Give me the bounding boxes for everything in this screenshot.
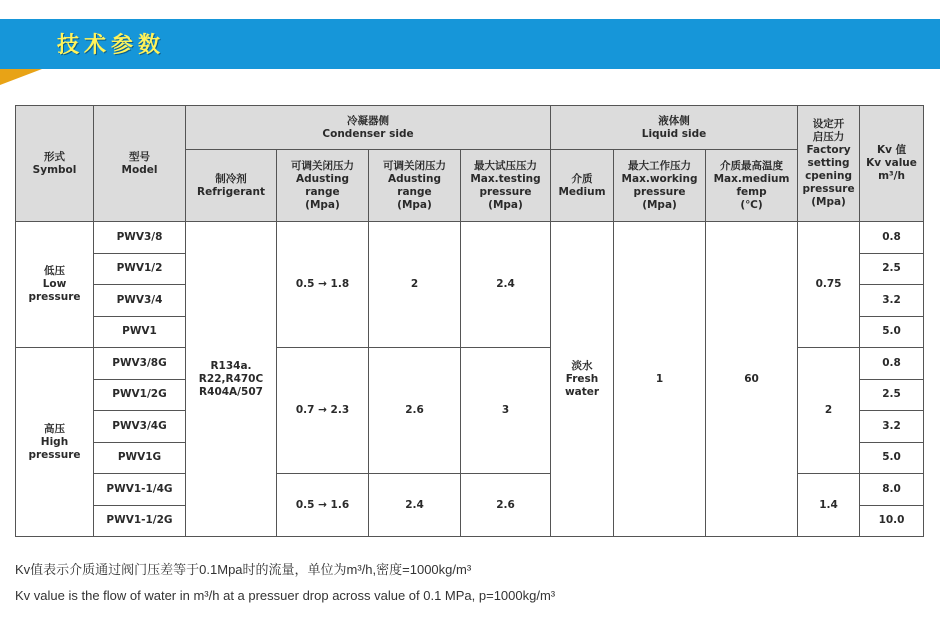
factory-setting-cell: 1.4 [798, 474, 860, 537]
model-cell: PWV1/2G [94, 379, 186, 411]
banner-accent-flag [0, 69, 42, 85]
kv-cell: 0.8 [860, 348, 924, 380]
adjusting-range-b-cell: 2.4 [369, 474, 461, 537]
medium-cell: 淡水 Fresh water [551, 222, 614, 537]
model-cell: PWV1 [94, 316, 186, 348]
header-model: 型号 Model [94, 106, 186, 222]
header-factory-setting: 设定开 启压力 Factory setting cpening pressure (Mpa) [798, 106, 860, 222]
model-cell: PWV1G [94, 442, 186, 474]
factory-setting-cell: 2 [798, 348, 860, 474]
header-condenser-side: 冷凝器侧 Condenser side [186, 106, 551, 150]
kv-cell: 5.0 [860, 442, 924, 474]
spec-table [15, 105, 924, 537]
header-refrigerant: 制冷剂 Refrigerant [186, 150, 277, 222]
header-kv-value: Kv 值 Kv value m³/h [860, 106, 924, 222]
header-max-medium-temp: 介质最高温度 Max.medium femp (℃) [706, 150, 798, 222]
kv-cell: 3.2 [860, 285, 924, 317]
model-cell: PWV3/8 [94, 222, 186, 254]
page-title: 技术参数 [57, 33, 166, 58]
model-cell: PWV3/8G [94, 348, 186, 380]
adjusting-range-a-cell: 0.5 → 1.8 [277, 222, 369, 348]
adjusting-range-a-cell: 0.5 → 1.6 [277, 474, 369, 537]
adjusting-range-b-cell: 2 [369, 222, 461, 348]
max-working-pressure-cell: 1 [614, 222, 706, 537]
max-testing-pressure-cell: 2.6 [461, 474, 551, 537]
header-adjusting-range-b: 可调关闭压力 Adusting range (Mpa) [369, 150, 461, 222]
kv-cell: 5.0 [860, 316, 924, 348]
factory-setting-cell: 0.75 [798, 222, 860, 348]
max-testing-pressure-cell: 2.4 [461, 222, 551, 348]
model-cell: PWV1/2 [94, 253, 186, 285]
max-medium-temp-cell: 60 [706, 222, 798, 537]
kv-cell: 2.5 [860, 253, 924, 285]
header-max-testing-pressure: 最大试压压力 Max.testing pressure (Mpa) [461, 150, 551, 222]
model-cell: PWV3/4G [94, 411, 186, 443]
header-adjusting-range-a: 可调关闭压力 Adusting range (Mpa) [277, 150, 369, 222]
adjusting-range-a-cell: 0.7 → 2.3 [277, 348, 369, 474]
kv-cell: 10.0 [860, 505, 924, 537]
notes [15, 560, 555, 612]
header-medium: 介质 Medium [551, 150, 614, 222]
adjusting-range-b-cell: 2.6 [369, 348, 461, 474]
note-english: Kv value is the flow of water in m³/h at a pressuer drop across value of 0.1 MPa, p=1000kg/m³ [15, 588, 556, 603]
symbol-high-pressure: 高压 High pressure [16, 348, 94, 537]
table-row [16, 222, 924, 254]
model-cell: PWV1-1/2G [94, 505, 186, 537]
model-cell: PWV3/4 [94, 285, 186, 317]
refrigerant-cell: R134a. R22,R470C R404A/507 [186, 222, 277, 537]
kv-cell: 3.2 [860, 411, 924, 443]
kv-cell: 0.8 [860, 222, 924, 254]
kv-cell: 2.5 [860, 379, 924, 411]
model-cell: PWV1-1/4G [94, 474, 186, 506]
note-chinese: Kv值表示介质通过阀门压差等于0.1Mpa时的流量，单位为m³/h,密度=1000kg/m³ [15, 562, 472, 577]
header-max-working-pressure: 最大工作压力 Max.working pressure (Mpa) [614, 150, 706, 222]
symbol-low-pressure: 低压 Low pressure [16, 222, 94, 348]
kv-cell: 8.0 [860, 474, 924, 506]
header-liquid-side: 液体侧 Liquid side [551, 106, 798, 150]
header-symbol: 形式 Symbol [16, 106, 94, 222]
max-testing-pressure-cell: 3 [461, 348, 551, 474]
